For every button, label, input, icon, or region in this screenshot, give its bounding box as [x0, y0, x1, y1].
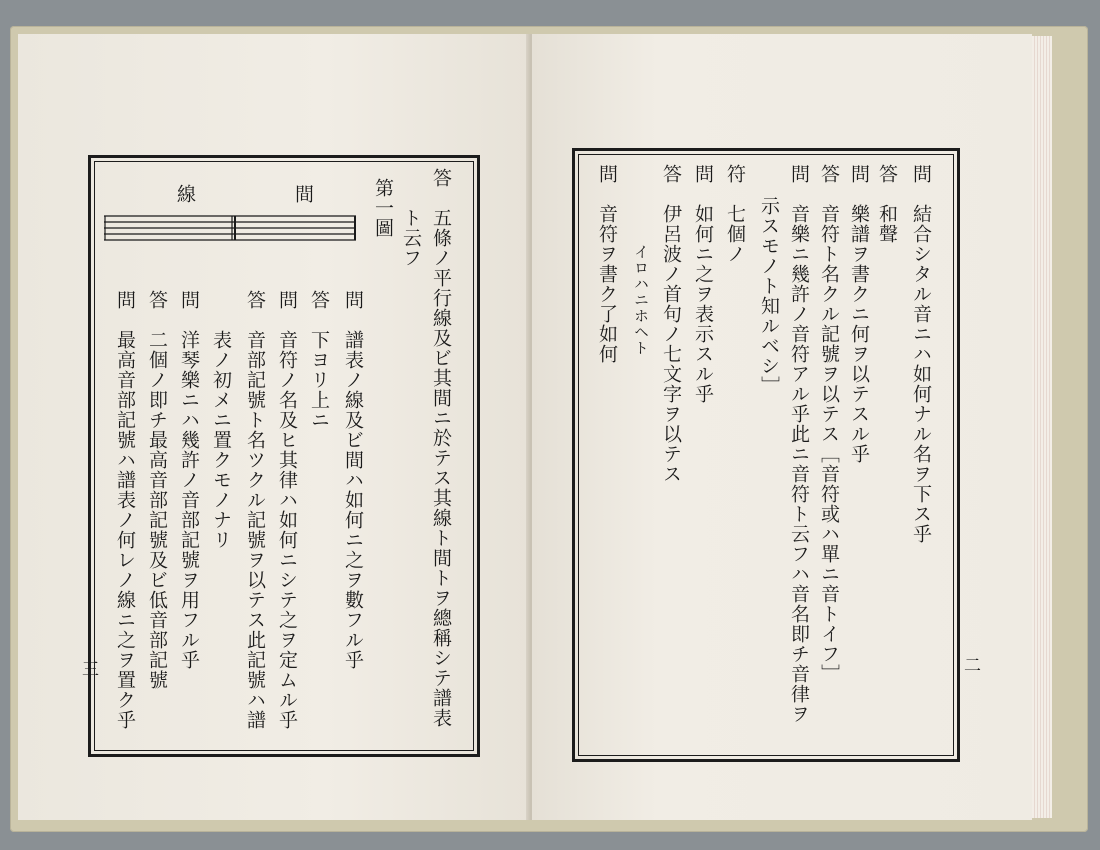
right-column-7: 符 七個ノ [724, 164, 746, 264]
right-column-1: 問 結合シタル音ニハ如何ナル名ヲ下ス乎 [910, 164, 932, 544]
left-column-2: ト云フ [400, 168, 422, 268]
right-column-8: 問 如何ニ之ヲ表示スル乎 [692, 164, 714, 404]
right-column-10: イロハニホヘト [632, 196, 650, 356]
right-column-4: 答 音符ト名クル記號ヲ以テス［音符或ハ單ニ音トイフ］ [818, 164, 840, 684]
left-column-4: 答 下ヨリ上ニ [308, 290, 330, 430]
figure-caption: 第一圖 [372, 178, 394, 238]
figure-label-line: 線 [174, 184, 196, 204]
right-column-11: 問 音符ヲ書ク了如何 [596, 164, 618, 364]
left-column-5: 問 音符ノ名及ヒ其律ハ如何ニシテ之ヲ定ムル乎 [276, 290, 298, 730]
left-column-8: 問 洋琴樂ニハ幾許ノ音部記號ヲ用フル乎 [178, 290, 200, 670]
right-page-number: 二 [960, 656, 980, 673]
right-column-3: 問 樂譜ヲ書クニ何ヲ以テスル乎 [848, 164, 870, 464]
left-column-9: 答 二個ノ即チ最高音部記號及ビ低音部記號 [146, 290, 168, 690]
left-column-6: 答 音部記號ト名ツクル記號ヲ以テス此記號ハ譜 [244, 290, 266, 730]
left-column-3: 問 譜表ノ線及ビ間ハ如何ニ之ヲ數フル乎 [342, 290, 364, 670]
left-column-10: 問 最高音部記號ハ譜表ノ何レノ線ニ之ヲ置ク乎 [114, 290, 136, 730]
left-column-1: 答 五條ノ平行線及ビ其間ニ於テス其線ト間トヲ總稱シテ譜表 [430, 168, 452, 728]
figure-label-space: 間 [292, 184, 314, 204]
left-page-number: 三 [78, 660, 98, 677]
page-edges [1032, 36, 1052, 818]
left-column-7: 表ノ初メニ置クモノナリ [210, 290, 232, 550]
staff-diagram [104, 212, 356, 244]
right-column-2: 答 和聲 [876, 164, 898, 244]
right-column-5: 問 音樂ニ幾許ノ音符アル乎此ニ音符ト云フハ音名即チ音律ヲ [788, 164, 810, 724]
right-column-6: 示スモノト知ルベシ］ [758, 196, 780, 396]
right-column-9: 答 伊呂波ノ首句ノ七文字ヲ以テス [660, 164, 682, 484]
